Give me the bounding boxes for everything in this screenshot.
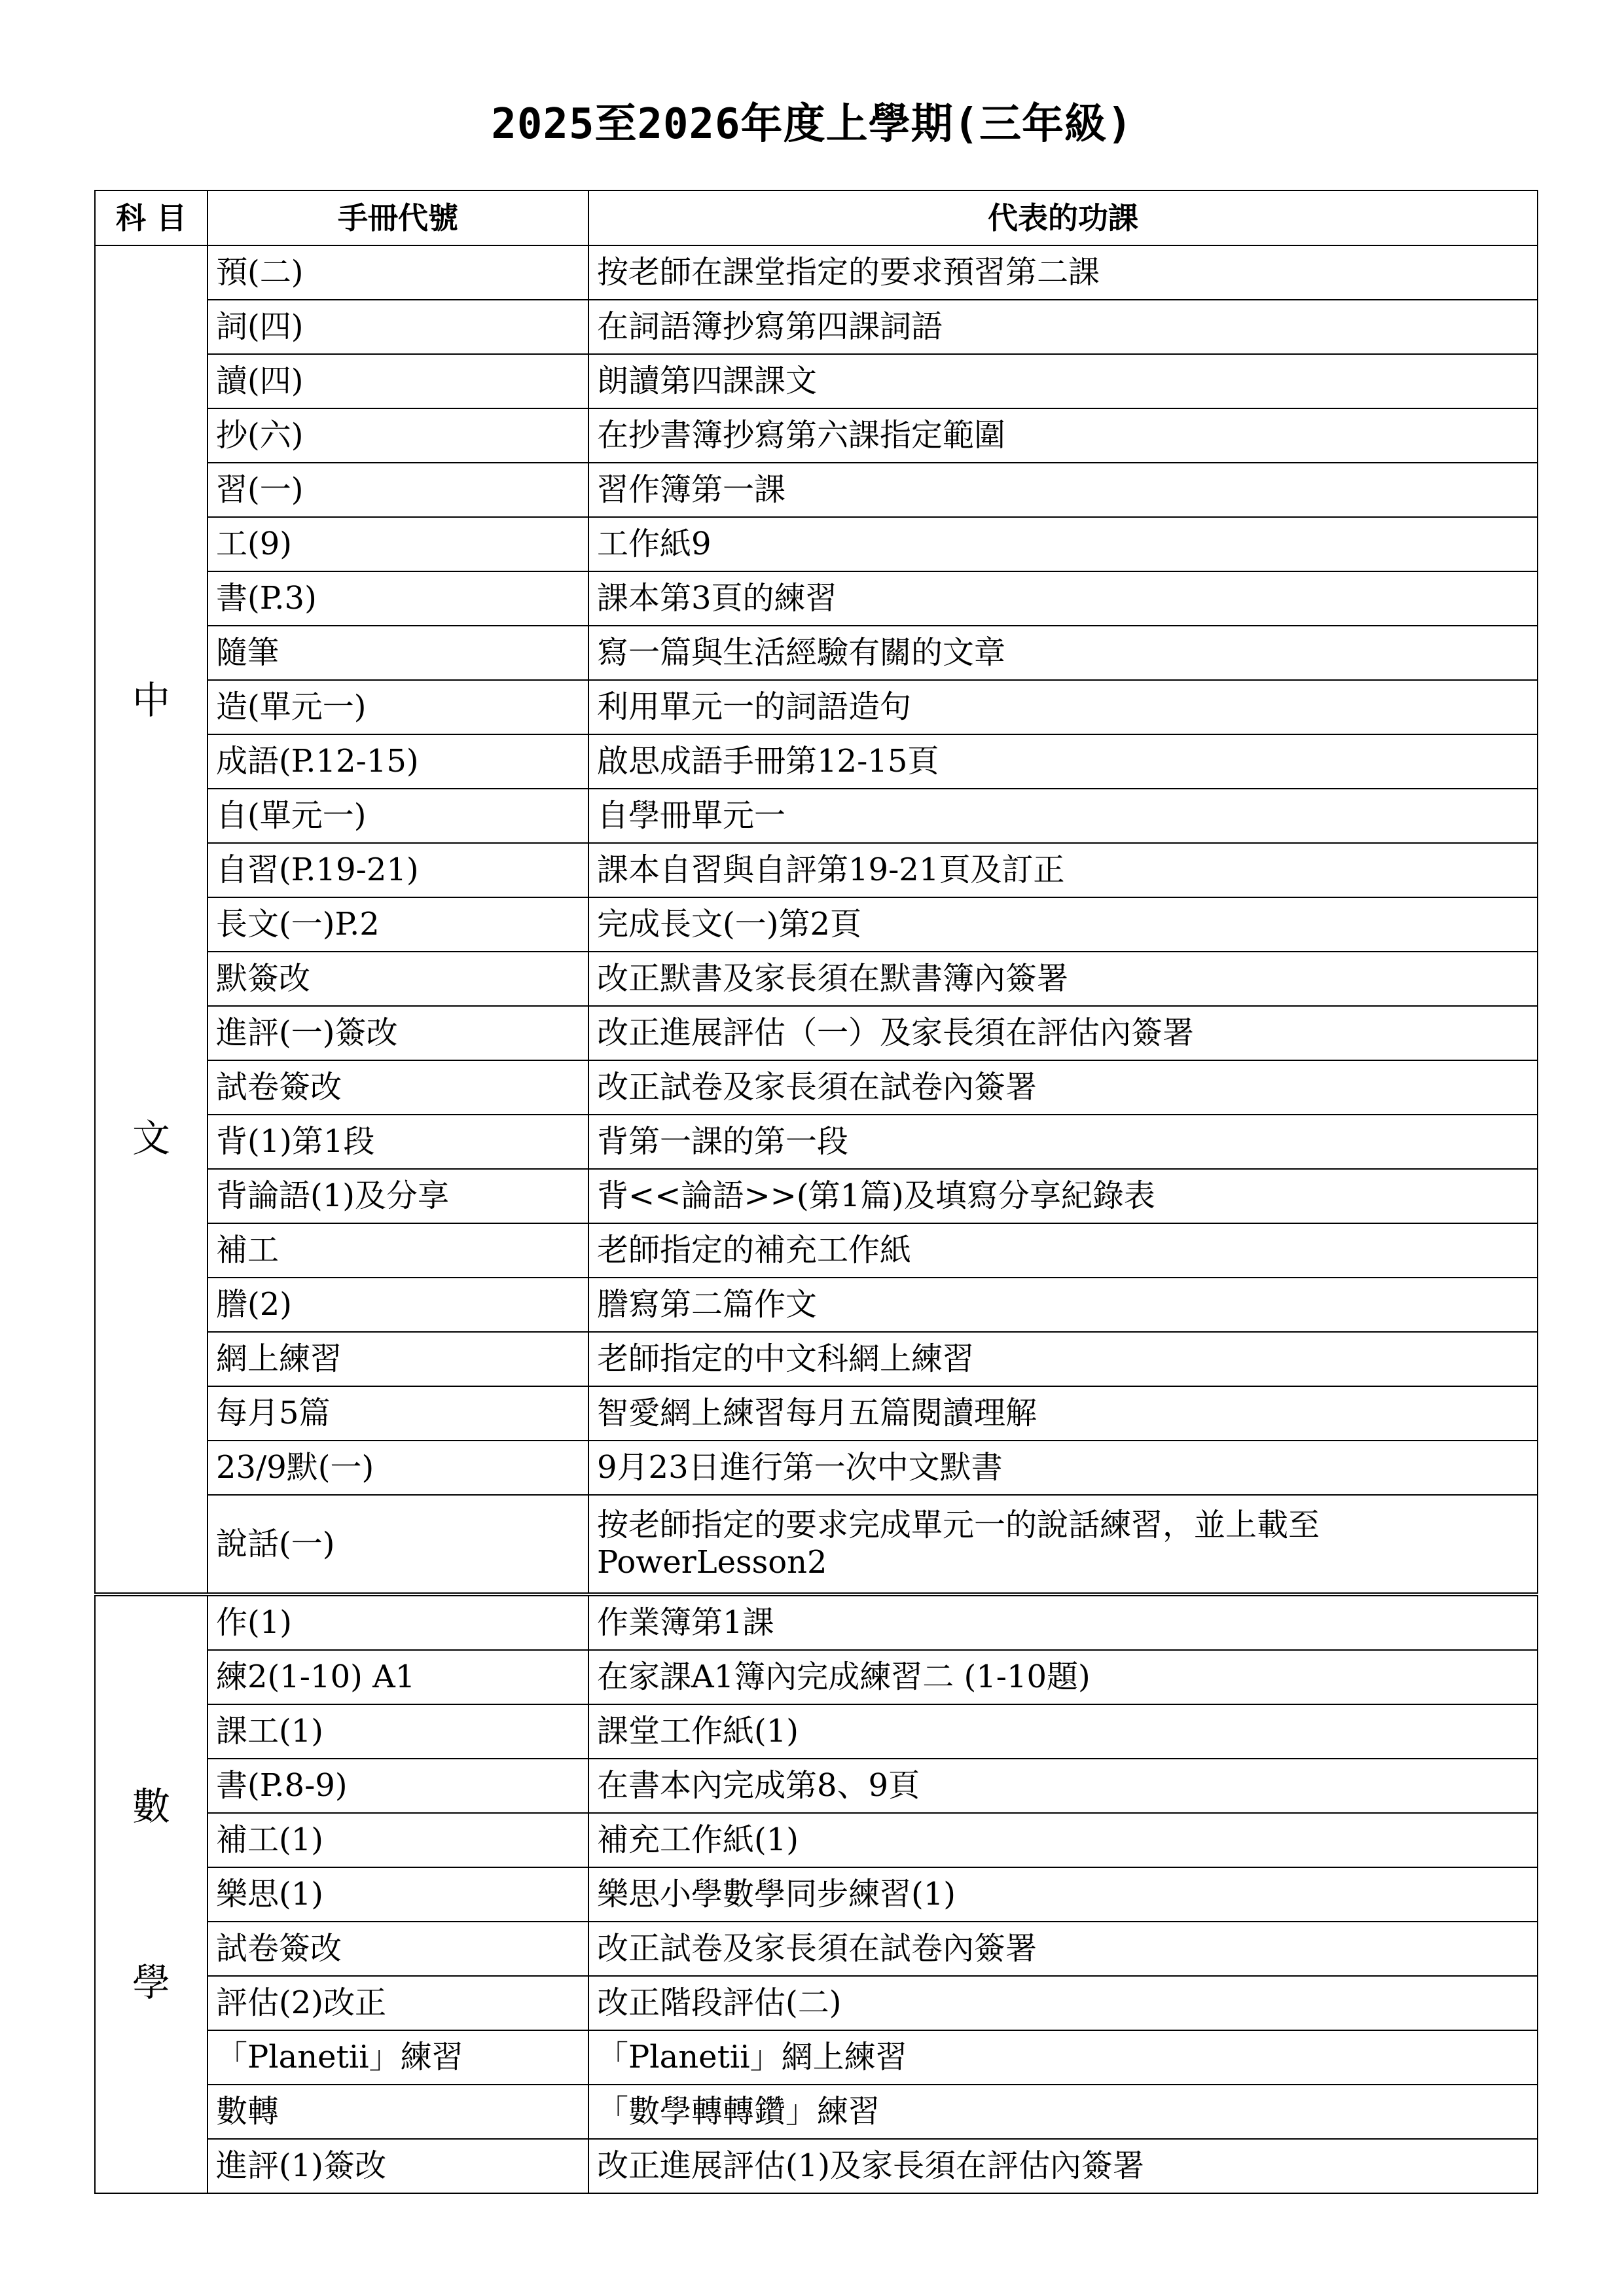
homework-code: 網上練習 [208,1332,588,1386]
homework-code: 謄(2) [208,1278,588,1332]
homework-meaning: 在書本內完成第8、9頁 [588,1759,1538,1813]
homework-meaning: 在家課A1簿內完成練習二 (1-10題) [588,1650,1538,1704]
homework-meaning: 啟思成語手冊第12-15頁 [588,734,1538,789]
table-row [95,300,1538,354]
homework-code: 「Planetii」練習 [208,2030,588,2085]
table-row [95,1650,1538,1704]
homework-meaning: 課本第3頁的練習 [588,571,1538,626]
homework-code: 每月5篇 [208,1386,588,1441]
homework-meaning: 改正試卷及家長須在試卷內簽署 [588,1922,1538,1976]
homework-code: 工(9) [208,517,588,571]
table-row [95,789,1538,843]
homework-meaning: 在詞語簿抄寫第四課詞語 [588,300,1538,354]
table-row [95,952,1538,1006]
homework-code: 試卷簽改 [208,1060,588,1115]
table-row [95,1594,1538,1650]
homework-meaning: 「Planetii」網上練習 [588,2030,1538,2085]
homework-meaning: 補充工作紙(1) [588,1813,1538,1867]
homework-meaning: 按老師指定的要求完成單元一的說話練習，並上載至PowerLesson2 [588,1495,1538,1594]
homework-meaning: 寫一篇與生活經驗有關的文章 [588,626,1538,680]
table-row [95,1922,1538,1976]
homework-meaning: 背第一課的第一段 [588,1115,1538,1169]
table-row [95,734,1538,789]
table-row [95,571,1538,626]
table-row [95,354,1538,408]
subject-char: 文 [132,1115,170,1160]
homework-meaning: 自學冊單元一 [588,789,1538,843]
homework-code: 造(單元一) [208,680,588,734]
homework-code: 進評(1)簽改 [208,2139,588,2193]
subject-char: 數 [132,1784,170,1829]
table-row [95,1976,1538,2030]
table-row [95,626,1538,680]
homework-code: 讀(四) [208,354,588,408]
table-row [95,408,1538,463]
homework-code: 試卷簽改 [208,1922,588,1976]
homework-meaning: 謄寫第二篇作文 [588,1278,1538,1332]
homework-code-table [94,190,1538,2194]
table-row [95,2085,1538,2139]
table-row [95,1169,1538,1223]
homework-meaning: 智愛網上練習每月五篇閱讀理解 [588,1386,1538,1441]
homework-meaning: 「數學轉轉鑽」練習 [588,2085,1538,2139]
header-code: 手冊代號 [208,190,588,245]
table-row [95,1704,1538,1759]
homework-meaning: 改正進展評估(1)及家長須在評估內簽署 [588,2139,1538,2193]
subject-cell [95,1594,208,2193]
homework-meaning: 改正默書及家長須在默書簿內簽署 [588,952,1538,1006]
homework-code: 進評(一)簽改 [208,1006,588,1060]
homework-code: 背論語(1)及分享 [208,1169,588,1223]
homework-meaning: 背<<論語>>(第1篇)及填寫分享紀錄表 [588,1169,1538,1223]
homework-meaning: 習作簿第一課 [588,463,1538,517]
table-row [95,463,1538,517]
homework-code: 隨筆 [208,626,588,680]
table-row [95,1867,1538,1922]
homework-code: 書(P.3) [208,571,588,626]
homework-meaning: 課本自習與自評第19-21頁及訂正 [588,843,1538,897]
table-row [95,680,1538,734]
table-row [95,1759,1538,1813]
table-row [95,843,1538,897]
homework-code: 默簽改 [208,952,588,1006]
homework-meaning: 改正階段評估(二) [588,1976,1538,2030]
table-row [95,1060,1538,1115]
homework-code: 樂思(1) [208,1867,588,1922]
subject-char: 學 [132,1960,170,2005]
header-subject: 科 目 [95,190,208,245]
homework-meaning: 課堂工作紙(1) [588,1704,1538,1759]
homework-meaning: 朗讀第四課課文 [588,354,1538,408]
homework-code: 補工(1) [208,1813,588,1867]
table-row [95,1223,1538,1278]
subject-char: 中 [132,678,170,723]
page-title: 2025至2026年度上學期(三年級) [491,100,1133,149]
table-row [95,1386,1538,1441]
homework-code: 數轉 [208,2085,588,2139]
homework-meaning: 改正進展評估（一）及家長須在評估內簽署 [588,1006,1538,1060]
header-meaning: 代表的功課 [588,190,1538,245]
table-row [95,1495,1538,1594]
homework-code: 長文(一)P.2 [208,897,588,952]
table-row [95,1115,1538,1169]
homework-meaning: 改正試卷及家長須在試卷內簽署 [588,1060,1538,1115]
homework-code: 23/9默(一) [208,1441,588,1495]
homework-code: 詞(四) [208,300,588,354]
homework-code: 成語(P.12-15) [208,734,588,789]
homework-code: 補工 [208,1223,588,1278]
homework-code: 自(單元一) [208,789,588,843]
table-row [95,1332,1538,1386]
homework-code: 作(1) [208,1594,588,1650]
homework-meaning: 在抄書簿抄寫第六課指定範圍 [588,408,1538,463]
homework-meaning: 作業簿第1課 [588,1594,1538,1650]
homework-meaning: 老師指定的補充工作紙 [588,1223,1538,1278]
homework-meaning: 老師指定的中文科網上練習 [588,1332,1538,1386]
table-row [95,1278,1538,1332]
homework-code: 說話(一) [208,1495,588,1594]
table-row [95,1441,1538,1495]
homework-meaning: 按老師在課堂指定的要求預習第二課 [588,245,1538,300]
homework-code: 抄(六) [208,408,588,463]
homework-code: 書(P.8-9) [208,1759,588,1813]
table-row [95,245,1538,300]
homework-meaning: 利用單元一的詞語造句 [588,680,1538,734]
table-row [95,2030,1538,2085]
homework-meaning: 工作紙9 [588,517,1538,571]
homework-code: 評估(2)改正 [208,1976,588,2030]
table-row [95,1006,1538,1060]
homework-meaning: 9月23日進行第一次中文默書 [588,1441,1538,1495]
table-header-row [95,190,1538,245]
homework-code: 習(一) [208,463,588,517]
subject-cell [95,245,208,1594]
homework-code: 自習(P.19-21) [208,843,588,897]
homework-code: 練2(1-10) A1 [208,1650,588,1704]
table-row [95,897,1538,952]
homework-code: 背(1)第1段 [208,1115,588,1169]
table-body [95,245,1538,2193]
table-row [95,517,1538,571]
table-row [95,1813,1538,1867]
table-row [95,2139,1538,2193]
homework-code: 預(二) [208,245,588,300]
homework-code: 課工(1) [208,1704,588,1759]
homework-meaning: 樂思小學數學同步練習(1) [588,1867,1538,1922]
homework-meaning: 完成長文(一)第2頁 [588,897,1538,952]
